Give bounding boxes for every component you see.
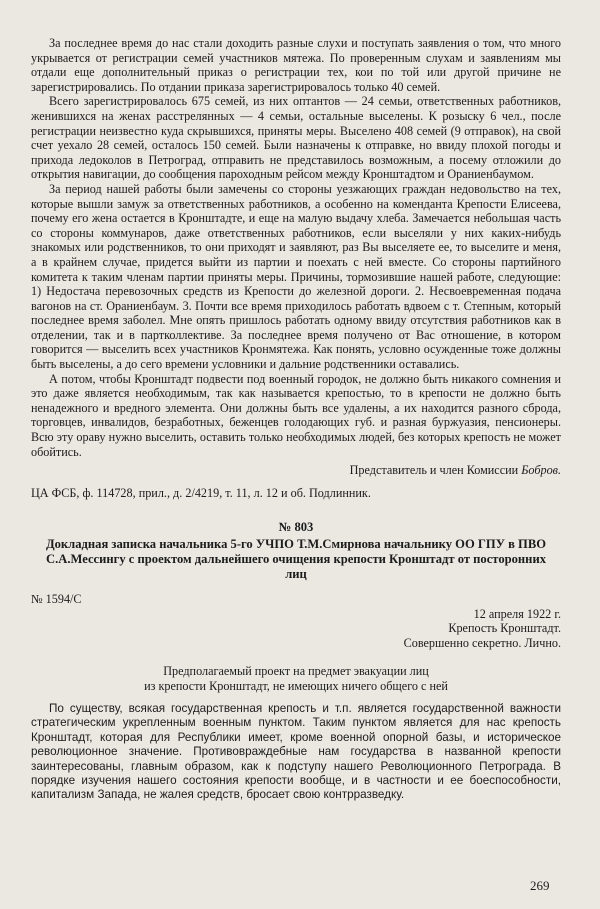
paragraph-3: За период нашей работы были замечены со стороны уезжающих граждан недовольство на тех, которые вышли замуж за ответственных работников, а особенно на коменданта Крепости Елисеева, почему его жена остается в Кронштадте, и еще на малую выдачу хлеба. Замечается небольшая часть со стороны коммунаров, даже ответственных работников, если выселяли у них каких-нибудь знакомых или родственников, то они приходят и заявляют, раз Вы выселяете ее, то выселите и меня, а в крайнем случае, придется выйти из партии и поехать с ней вместе. Со стороны партийного комитета к таким членам партии приняты меры. Причины, тормозившие нашей работе, следующие: 1) Недостача перевозочных средств из Крепости до железной дороги. 2. Несвоевременная подача вагонов на ст. Ораниенбаум. 3. Почти все время приходилось работать вдвоем с т. Степным, который последнее время заболел. Мне опять пришлось работать одному ввиду отсутствия работников как в отделении, так и в партколлективе. За последнее время получено от Вас отношение, в котором говорится — выселить всех участников Кронмятежа. Как понять, условно осужденные тоже должны быть выселены, а до сего времени условники и дальние родственники оставались. xyxy=(31,181,561,372)
document-date: 12 апреля 1922 г. xyxy=(473,606,561,621)
project-body xyxy=(31,702,561,803)
paragraph-2: Всего зарегистрировалось 675 семей, из них оптантов — 24 семьи, ответственных работников, женившихся на женах расстрелянных — 4 семьи, остальные выселены. К розыску 6 чел., после регистрации неизвестно куда скрывшихся, приняты меры. Выселено 408 семей (9 отправок), на свой счет уехало 28 семей, осталось 150 семей. Были назначены к отправке, но ввиду плохой погоды и прихода ледоколов в Петроград, отправить не представилось возможным, а посему отложили до открытия навигации, до сообщения пароходным рейсом между Кронштадтом и Ораниенбаумом. xyxy=(31,94,561,182)
signature-text: Представитель и член Комиссии xyxy=(349,463,519,478)
document-text xyxy=(31,36,561,803)
registration-number: № 1594/С xyxy=(31,592,82,606)
signature-name: Бобров. xyxy=(521,463,561,478)
document-number: № 803 xyxy=(278,520,314,535)
signature-line xyxy=(31,463,561,478)
project-heading xyxy=(31,664,561,694)
project-paragraph: По существу, всякая государственная крепость и т.п. является государственной важности стратегическим укрепленным военным пунктом. Таким пунктом является для нас крепость Кронштадт, которая для Республики имеет, кроме военной опорной базы, и историческое революционное значение. Противовраждебные нам государства в названной крепости заинтересованы, главным образом, как к подступу нашего Революционного Петрограда. В порядке изучения нашего состояния крепости вообще, и в частности и ее боеспособности, капитализм Запада, не жалея средств, бросает свою контрразведку. xyxy=(31,701,561,802)
paragraph-4: А потом, чтобы Кронштадт подвести под военный городок, не должно быть никакого сомнения и это даже является необходимым, так как называется крепостью, то в крепости не должно быть ненадежного и вредного элемента. Они должны быть все удалены, а их находится разного сброда, торговцев, инвалидов, безработных, беженцев голодающих губ. и разная буржуазия, пенсионеры. Всю эту ораву нужно выселить, оставить только необходимых людей, без которых крепость не может обойтись. xyxy=(31,371,561,459)
project-heading-line-2: из крепости Кронштадт, не имеющих ничего общего с ней xyxy=(144,679,448,694)
paragraph-1: За последнее время до нас стали доходить разные слухи и поступать заявления о том, что много укрывается от регистрации семей участников мятежа. По проверенным слухам и заявлениям мы отдали еще дополнительный приказ о регистрации тех, кои по той или другой причине не зарегистрировались. По отдании приказа зарегистрировалось только 40 семей. xyxy=(31,36,561,94)
document-meta xyxy=(31,607,561,651)
document-place: Крепость Кронштадт. xyxy=(448,621,561,636)
page-number: 269 xyxy=(530,878,550,893)
document-title: Докладная записка начальника 5-го УЧПО Т.М.Смирнова начальнику ОО ГПУ в ПВО С.А.Мессингу с проектом дальнейшего очищения крепости Кронштадт от посторонних лиц xyxy=(45,537,547,581)
document-classification: Совершенно секретно. Лично. xyxy=(403,635,561,650)
project-heading-line-1: Предполагаемый проект на предмет эвакуации лиц xyxy=(163,664,429,679)
archive-source: ЦА ФСБ, ф. 114728, прил., д. 2/4219, т. 11, л. 12 и об. Подлинник. xyxy=(31,485,371,500)
